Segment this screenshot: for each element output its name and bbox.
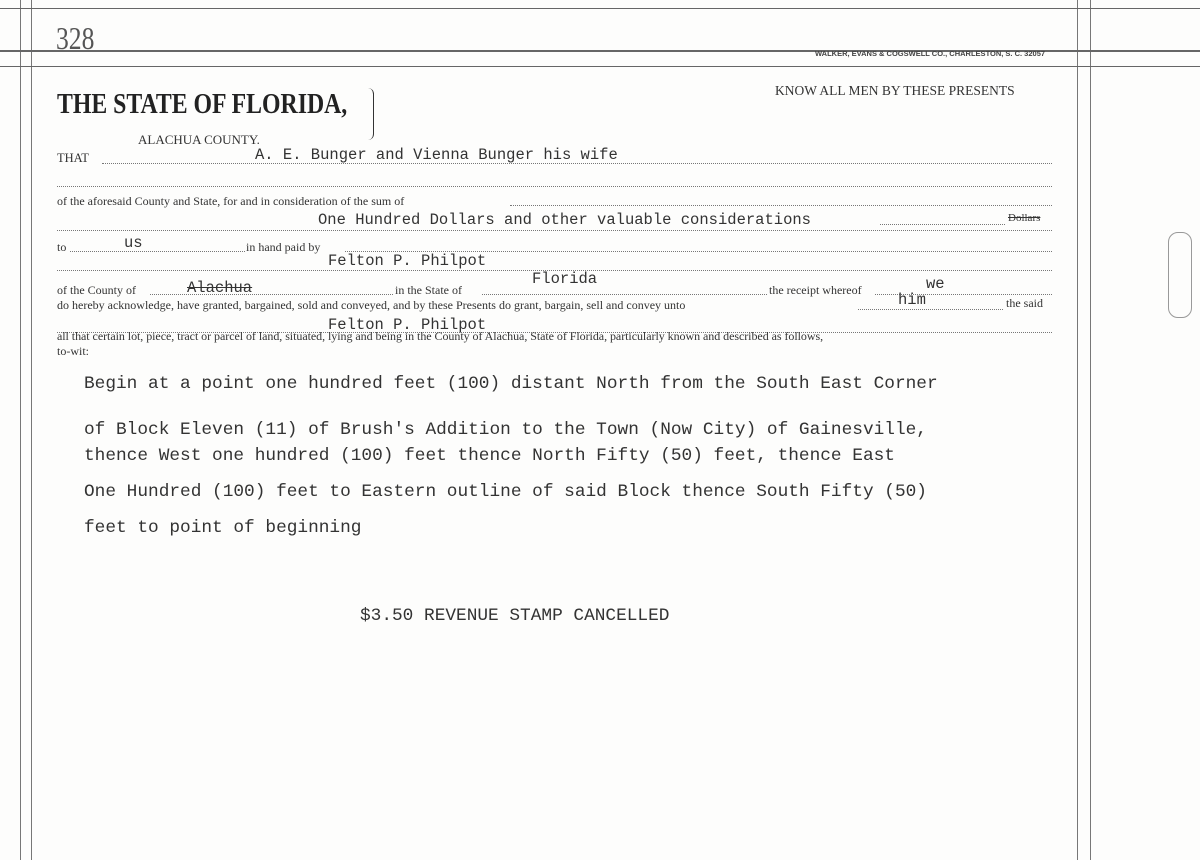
- binder-ring: [1168, 232, 1192, 318]
- frame-line-left-outer: [20, 0, 21, 860]
- leader: [70, 251, 245, 252]
- leader: [57, 186, 1052, 187]
- sum-value: One Hundred Dollars and other valuable considerations: [318, 211, 811, 229]
- dollars-label: Dollars: [1008, 212, 1041, 224]
- leader: [880, 224, 1005, 225]
- revenue-stamp-note: $3.50 REVENUE STAMP CANCELLED: [360, 606, 670, 626]
- leader: [482, 294, 767, 295]
- frame-line-left-inner: [31, 0, 32, 860]
- leader: [858, 309, 1003, 310]
- payer-value: Felton P. Philpot: [328, 252, 487, 270]
- to-value: us: [124, 234, 143, 252]
- frame-line-header-lower: [0, 66, 1200, 67]
- frame-line-right-outer: [1090, 0, 1091, 860]
- receipt-label: the receipt whereof: [769, 283, 862, 297]
- leader: [57, 230, 1052, 231]
- land-label: all that certain lot, piece, tract or parcel of land, situated, lying and being in the County of Alachua, State of Florida, particularly known and described as follows,: [57, 329, 824, 343]
- description-line: thence West one hundred (100) feet thence North Fifty (50) feet, thence East: [84, 446, 895, 466]
- grantors-value: A. E. Bunger and Vienna Bunger his wife: [255, 146, 618, 164]
- consideration-label: of the aforesaid County and State, for and in consideration of the sum of: [57, 194, 405, 208]
- convey-value: him: [898, 291, 926, 309]
- frame-line-right-inner: [1077, 0, 1078, 860]
- paid-by-label: in hand paid by: [246, 240, 321, 254]
- county-of-label: of the County of: [57, 283, 136, 297]
- county-value: Alachua: [187, 279, 253, 297]
- to-wit-label: to-wit:: [57, 344, 89, 358]
- state-value: Florida: [532, 270, 598, 288]
- to-label: to: [57, 240, 67, 254]
- description-line: Begin at a point one hundred feet (100) distant North from the South East Corner: [84, 374, 938, 394]
- description-line: One Hundred (100) feet to Eastern outline of said Block thence South Fifty (50): [84, 482, 927, 502]
- the-said-label: the said: [1006, 296, 1043, 310]
- know-all-men: KNOW ALL MEN BY THESE PRESENTS: [775, 83, 1015, 98]
- document-title: THE STATE OF FLORIDA,: [57, 88, 348, 120]
- grantee-value: Felton P. Philpot: [328, 316, 487, 334]
- description-line: of Block Eleven (11) of Brush's Addition to the Town (Now City) of Gainesville,: [84, 420, 927, 440]
- description-line: feet to point of beginning: [84, 518, 362, 538]
- frame-line-top: [0, 8, 1200, 9]
- page-number: 328: [56, 20, 95, 56]
- printer-imprint: WALKER, EVANS & COGSWELL CO., CHARLESTON, S. C. 32057: [815, 49, 1046, 58]
- state-of-label: in the State of: [395, 283, 462, 297]
- county-heading: ALACHUA COUNTY.: [138, 132, 260, 147]
- leader: [510, 205, 1052, 206]
- that-label: THAT: [57, 151, 89, 165]
- acknowledge-label: do hereby acknowledge, have granted, bargained, sold and conveyed, and by these Presents do grant, bargain, sell and convey unto: [57, 298, 686, 312]
- brace: [367, 88, 374, 140]
- receipt-value: we: [926, 275, 945, 293]
